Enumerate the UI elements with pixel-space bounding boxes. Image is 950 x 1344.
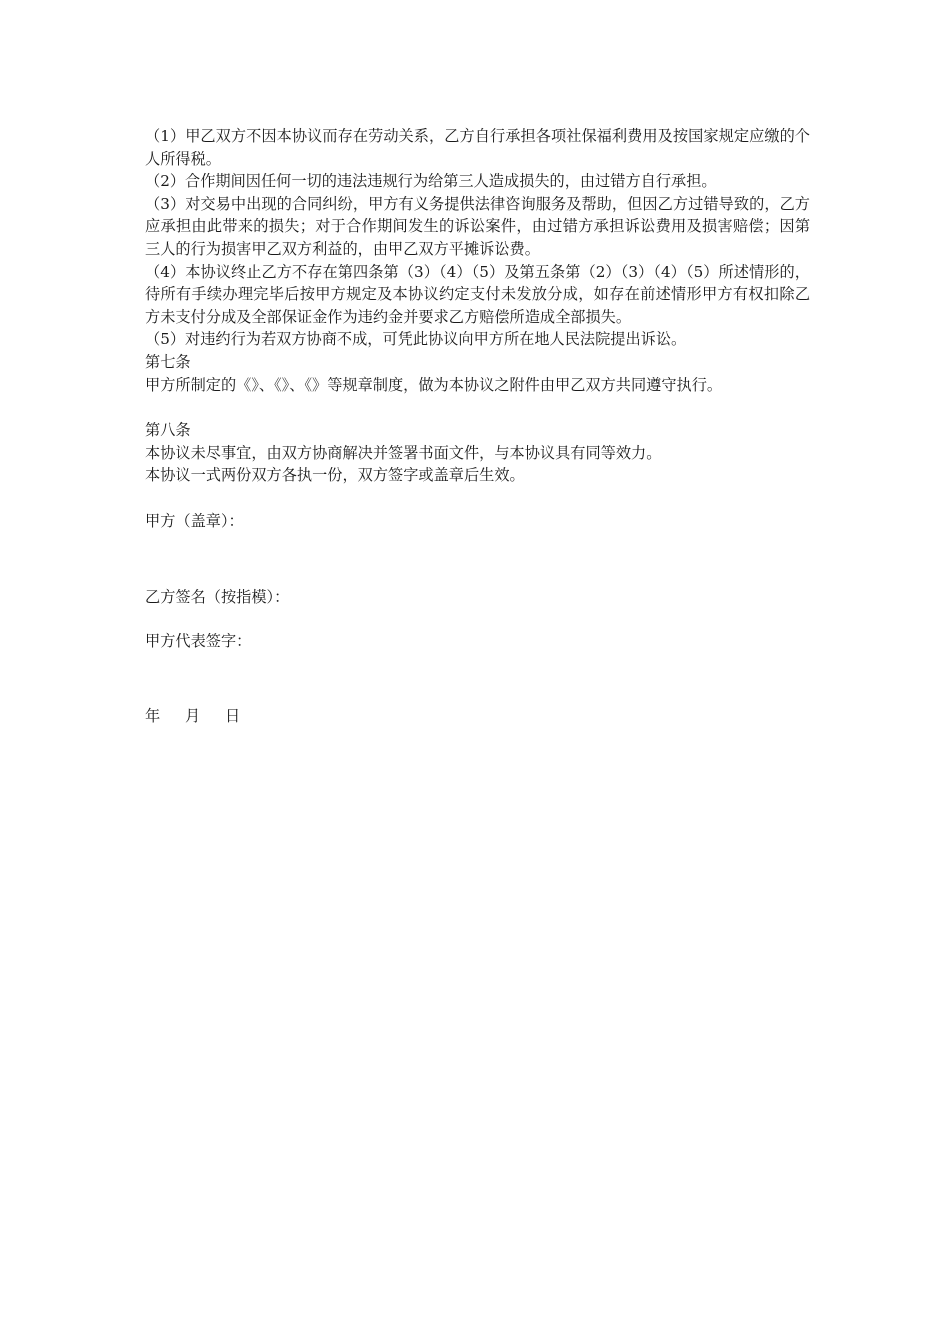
spacer bbox=[145, 608, 810, 630]
article-8-body-1: 本协议未尽事宜，由双方协商解决并签署书面文件，与本协议具有同等效力。 bbox=[145, 443, 662, 462]
party-a-representative-label: 甲方代表签字： bbox=[145, 632, 252, 651]
spacer bbox=[145, 653, 810, 705]
date-month: 月 bbox=[185, 706, 201, 725]
article-7-body: 甲方所制定的《》、《》、《》等规章制度，做为本协议之附件由甲乙双方共同遵守执行。 bbox=[145, 375, 723, 394]
clause-4: （4）本协议终止乙方不存在第四条第（3）（4）（5）及第五条第（2）（3）（4）（5）所述情形的，待所有手续办理完毕后按甲方规定及本协议约定支付未发放分成，如存在前述情形甲方有权扣除乙方未支付分成及全部保证金作为违约金并要求乙方赔偿所造成全部损失。 bbox=[145, 262, 810, 326]
date-line bbox=[145, 705, 810, 728]
spacer bbox=[145, 396, 810, 419]
clause-3: （3）对交易中出现的合同纠纷，甲方有义务提供法律咨询服务及帮助，但因乙方过错导致的，乙方应承担由此带来的损失；对于合作期间发生的诉讼案件，由过错方承担诉讼费用及损害赔偿；因第三人的行为损害甲乙双方利益的，由甲乙双方平摊诉讼费。 bbox=[145, 194, 810, 258]
date-day: 日 bbox=[225, 706, 241, 725]
clause-5: （5）对违约行为若双方协商不成，可凭此协议向甲方所在地人民法院提出诉讼。 bbox=[145, 330, 687, 349]
article-8-body-2: 本协议一式两份双方各执一份，双方签字或盖章后生效。 bbox=[145, 466, 525, 485]
date-year: 年 bbox=[145, 706, 161, 725]
party-a-seal-label: 甲方（盖章）： bbox=[145, 511, 244, 530]
document-page bbox=[145, 125, 810, 727]
clause-1: （1）甲乙双方不因本协议而存在劳动关系，乙方自行承担各项社保福利费用及按国家规定应缴的个人所得税。 bbox=[145, 127, 810, 168]
spacer bbox=[145, 487, 810, 510]
article-7-title: 第七条 bbox=[145, 352, 191, 371]
clause-2: （2）合作期间因任何一切的违法违规行为给第三人造成损失的，由过错方自行承担。 bbox=[145, 172, 717, 191]
party-b-signature-label: 乙方签名（按指模）： bbox=[145, 587, 290, 606]
article-8-title: 第八条 bbox=[145, 421, 191, 440]
spacer bbox=[145, 533, 810, 586]
